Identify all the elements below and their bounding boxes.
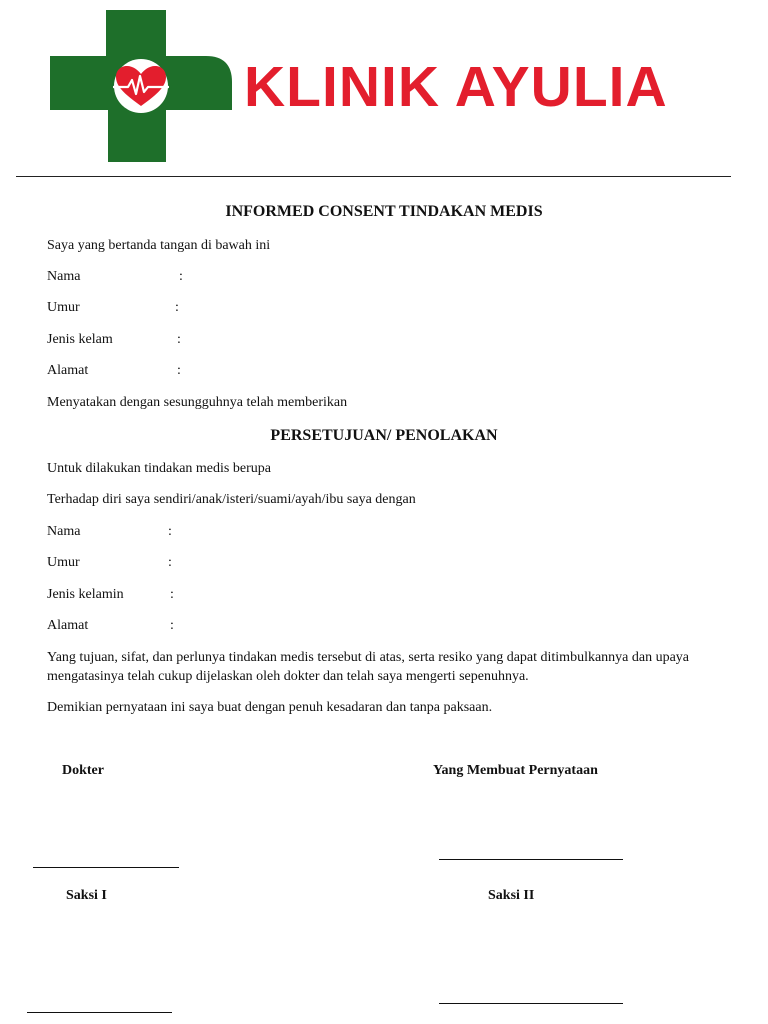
declarant-age-colon: : bbox=[175, 300, 179, 315]
patient-age-colon: : bbox=[168, 555, 172, 570]
document-title: INFORMED CONSENT TINDAKAN MEDIS bbox=[225, 203, 543, 220]
patient-address-label: Alamat bbox=[47, 618, 89, 633]
witness2-signature-line bbox=[439, 1003, 623, 1004]
doctor-signature-line bbox=[33, 867, 179, 868]
witness2-signature-label: Saksi II bbox=[488, 888, 535, 903]
declarant-name-label: Nama bbox=[47, 269, 81, 284]
declarant-signature-line bbox=[439, 859, 623, 860]
patient-address-colon: : bbox=[170, 618, 174, 633]
patient-name-label: Nama bbox=[47, 524, 81, 539]
explanation-paragraph: Yang tujuan, sifat, dan perlunya tindakan medis tersebut di atas, serta resiko yang dapat ditimbulkannya dan upaya mengatasinya telah cukup dijelaskan oleh dokter dan telah saya mengerti sepenuhnya. bbox=[47, 650, 690, 684]
witness1-signature-label: Saksi I bbox=[66, 888, 107, 903]
patient-name-colon: : bbox=[168, 524, 172, 539]
statement-text: Menyatakan dengan sesungguhnya telah memberikan bbox=[47, 395, 348, 410]
declarant-address-label: Alamat bbox=[47, 363, 89, 378]
intro-text: Saya yang bertanda tangan di bawah ini bbox=[47, 238, 271, 253]
patient-age-label: Umur bbox=[47, 555, 80, 570]
clinic-brand-name: KLINIK AYULIA bbox=[244, 55, 668, 119]
header-divider bbox=[16, 176, 731, 177]
closing-text: Demikian pernyataan ini saya buat dengan penuh kesadaran dan tanpa paksaan. bbox=[47, 700, 493, 715]
declarant-gender-label: Jenis kelam bbox=[47, 332, 113, 347]
clinic-logo bbox=[46, 6, 236, 166]
declarant-age-label: Umur bbox=[47, 300, 80, 315]
patient-gender-colon: : bbox=[170, 587, 174, 602]
declarant-address-colon: : bbox=[177, 363, 181, 378]
action-text: Untuk dilakukan tindakan medis berupa bbox=[47, 461, 271, 476]
declarant-name-colon: : bbox=[179, 269, 183, 284]
patient-gender-label: Jenis kelamin bbox=[47, 587, 124, 602]
witness1-signature-line bbox=[27, 1012, 172, 1013]
declarant-signature-label: Yang Membuat Pernyataan bbox=[433, 763, 598, 778]
consent-subtitle: PERSETUJUAN/ PENOLAKAN bbox=[270, 427, 498, 444]
subject-text: Terhadap diri saya sendiri/anak/isteri/suami/ayah/ibu saya dengan bbox=[47, 492, 416, 507]
doctor-signature-label: Dokter bbox=[62, 763, 104, 778]
declarant-gender-colon: : bbox=[177, 332, 181, 347]
